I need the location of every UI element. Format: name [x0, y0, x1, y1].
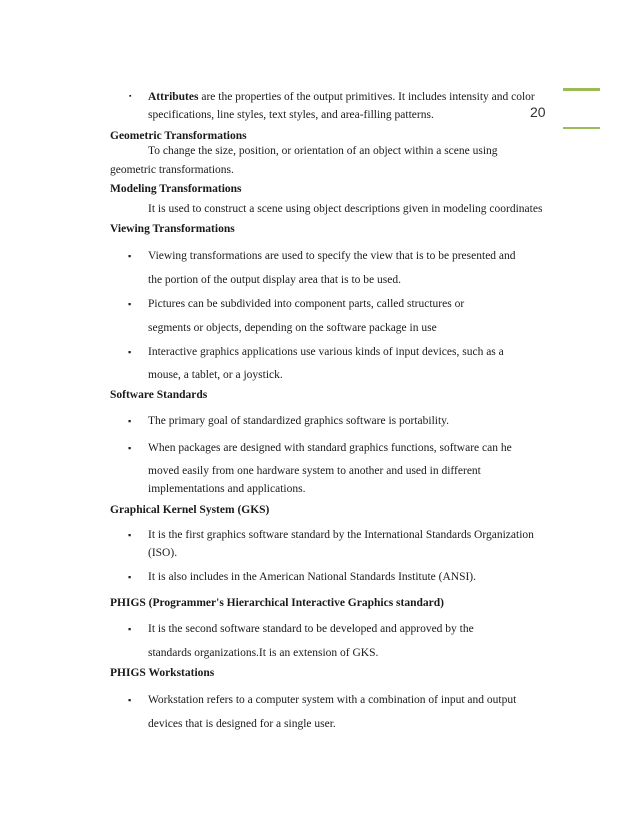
- bullet-icon: ▪: [129, 92, 132, 100]
- bullet-icon: ▪: [128, 695, 132, 705]
- attributes-line-2: specifications, line styles, text styles, and area-filling patterns.: [148, 109, 434, 121]
- viewing-bullet-2-line-1: Pictures can be subdivided into component parts, called structures or: [148, 298, 465, 310]
- modeling-line-1: It is used to construct a scene using object descriptions given in modeling coordinates: [148, 203, 543, 215]
- software-heading: Software Standards: [110, 389, 208, 401]
- workstations-heading: PHIGS Workstations: [110, 667, 215, 679]
- software-bullet-2-line-2: moved easily from one hardware system to another and used in different: [148, 465, 481, 477]
- geometric-heading: Geometric Transformations: [110, 130, 247, 142]
- viewing-bullet-1-line-1: Viewing transformations are used to specify the view that is to be presented and: [148, 250, 516, 262]
- viewing-bullet-3-line-2: mouse, a tablet, or a joystick.: [148, 369, 283, 381]
- workstations-bullet-1-line-2: devices that is designed for a single user.: [148, 718, 336, 730]
- bullet-icon: ▪: [128, 347, 132, 357]
- gks-bullet-2-line-1: It is also includes in the American National Standards Institute (ANSI).: [148, 571, 477, 583]
- bullet-icon: ▪: [128, 416, 132, 426]
- phigs-bullet-1-line-2: standards organizations.It is an extension of GKS.: [148, 647, 379, 659]
- attributes-description: are the properties of the output primitives. It includes intensity and color: [198, 91, 535, 103]
- viewing-bullet-2-line-2: segments or objects, depending on the software package in use: [148, 322, 437, 334]
- phigs-heading: PHIGS (Programmer's Hierarchical Interactive Graphics standard): [110, 597, 444, 609]
- attributes-term: Attributes: [148, 91, 199, 103]
- phigs-bullet-1-line-1: It is the second software standard to be developed and approved by the: [148, 623, 474, 635]
- software-bullet-1-line-1: The primary goal of standardized graphics software is portability.: [148, 415, 450, 427]
- viewing-bullet-1-line-2: the portion of the output display area that is to be used.: [148, 274, 401, 286]
- header-accent-rule-top: [563, 88, 600, 91]
- bullet-icon: ▪: [128, 572, 132, 582]
- gks-bullet-1-line-2: (ISO).: [148, 547, 178, 559]
- header-accent-rule-bottom: [563, 127, 600, 129]
- workstations-bullet-1-line-1: Workstation refers to a computer system with a combination of input and output: [148, 694, 517, 706]
- software-bullet-2-line-1: When packages are designed with standard graphics functions, software can he: [148, 442, 512, 454]
- bullet-icon: ▪: [128, 251, 132, 261]
- software-bullet-2-line-3: implementations and applications.: [148, 483, 306, 495]
- viewing-heading: Viewing Transformations: [110, 223, 235, 235]
- geometric-line-2: geometric transformations.: [110, 164, 234, 176]
- bullet-icon: ▪: [128, 530, 132, 540]
- gks-bullet-1-line-1: It is the first graphics software standard by the International Standards Organization: [148, 529, 534, 541]
- gks-heading: Graphical Kernel System (GKS): [110, 504, 270, 516]
- page-number: 20: [530, 104, 546, 120]
- bullet-icon: ▪: [128, 443, 132, 453]
- bullet-icon: ▪: [128, 624, 132, 634]
- bullet-icon: ▪: [128, 299, 132, 309]
- viewing-bullet-3-line-1: Interactive graphics applications use various kinds of input devices, such as a: [148, 346, 504, 358]
- modeling-heading: Modeling Transformations: [110, 183, 242, 195]
- attributes-line-1: [148, 90, 535, 104]
- geometric-line-1: To change the size, position, or orientation of an object within a scene using: [148, 145, 498, 157]
